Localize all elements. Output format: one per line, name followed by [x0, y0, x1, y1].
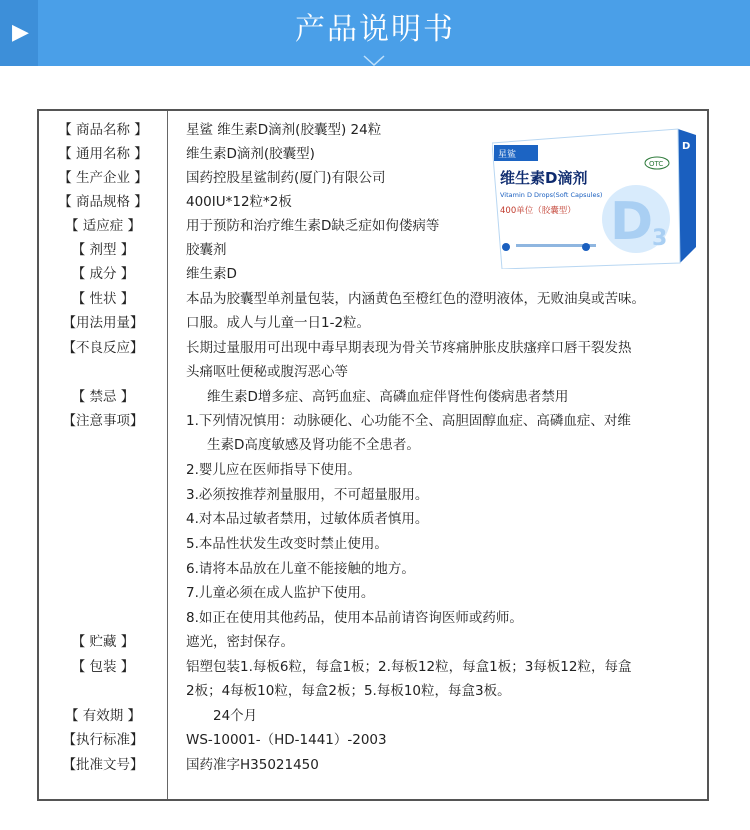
- row-label: 【 商品规格 】: [58, 194, 148, 210]
- row-value: 5.本品性状发生改变时禁止使用。: [186, 536, 388, 552]
- row-value: 2板；4每板10粒，每盒2板；5.每板10粒，每盒3板。: [186, 683, 511, 699]
- row-label: 【 生产企业 】: [58, 170, 148, 186]
- row-label: 【用法用量】: [62, 315, 144, 331]
- product-box-name: 维生素D滴剂: [500, 169, 588, 187]
- table-row: [39, 630, 707, 654]
- row-value: 6.请将本品放在儿童不能接触的地方。: [186, 561, 415, 577]
- box-corner-mark: D: [682, 141, 691, 152]
- row-value: 生素D高度敏感及肾功能不全患者。: [207, 437, 420, 453]
- table-row: [39, 728, 707, 752]
- row-value: 本品为胶囊型单剂量包装，内涵黄色至橙红色的澄明液体，无败油臭或苦味。: [186, 291, 645, 307]
- row-value: 1.下列情况慎用：动脉硬化、心功能不全、高胆固醇血症、高磷血症、对维: [186, 413, 631, 429]
- table-row: [39, 385, 707, 409]
- row-label: 【注意事项】: [62, 413, 144, 429]
- table-row: [39, 238, 489, 262]
- product-box-english: Vitamin D Drops(Soft Capsules): [500, 191, 603, 199]
- table-row: [39, 190, 489, 214]
- row-label: 【 通用名称 】: [58, 146, 148, 162]
- row-label: 【 成分 】: [71, 266, 135, 282]
- table-row: [39, 532, 707, 556]
- header-banner: [0, 0, 750, 66]
- row-label: 【 剂型 】: [71, 242, 135, 258]
- d3-subscript: 3: [652, 226, 668, 251]
- table-row: [39, 142, 489, 166]
- row-value: 胶囊剂: [186, 242, 227, 258]
- row-value: 铝塑包装1.每板6粒，每盒1板；2.每板12粒，每盒1板；3每板12粒，每盒: [186, 659, 632, 675]
- table-row: [39, 433, 707, 457]
- arrow-right-icon: ▶: [12, 20, 29, 45]
- chevron-down-icon: [363, 55, 385, 66]
- table-row: [39, 311, 707, 335]
- row-value: 国药控股星鲨制药(厦门)有限公司: [186, 170, 386, 186]
- brand-logo: 星鲨: [498, 150, 517, 160]
- table-row: [39, 262, 489, 286]
- row-value: 头痛呕吐便秘或腹泻恶心等: [186, 364, 348, 380]
- row-value: 维生素D滴剂(胶囊型): [186, 146, 315, 162]
- row-value: 国药准字H35021450: [186, 757, 319, 773]
- spec-table: [37, 109, 709, 801]
- row-label: 【 包装 】: [71, 659, 135, 675]
- table-row: [39, 336, 707, 360]
- row-label: 【 商品名称 】: [58, 122, 148, 138]
- table-row: [39, 166, 489, 190]
- table-row: [39, 483, 707, 507]
- d3-mark: D: [610, 192, 654, 252]
- row-value: 长期过量服用可出现中毒早期表现为骨关节疼痛肿胀皮肤瘙痒口唇干裂发热: [186, 340, 632, 356]
- table-row: [39, 704, 707, 728]
- row-label: 【 适应症 】: [64, 218, 142, 234]
- row-value: 用于预防和治疗维生素D缺乏症如佝偻病等: [186, 218, 440, 234]
- otc-badge: OTC: [649, 160, 664, 168]
- table-row: [39, 655, 707, 679]
- table-row: [39, 458, 707, 482]
- row-label: 【 贮藏 】: [71, 634, 135, 650]
- table-row: [39, 679, 707, 703]
- page-title: 产品说明书: [295, 12, 455, 47]
- table-row: [39, 118, 489, 142]
- table-row: [39, 409, 707, 433]
- product-box-dose: 400单位（胶囊型）: [500, 206, 576, 216]
- row-label: 【不良反应】: [62, 340, 144, 356]
- row-value: 7.儿童必须在成人监护下使用。: [186, 585, 375, 601]
- row-value: 维生素D: [186, 266, 237, 282]
- row-value: 星鲨 维生素D滴剂(胶囊型) 24粒: [186, 122, 382, 138]
- table-row: [39, 606, 707, 630]
- row-value: 遮光，密封保存。: [186, 634, 294, 650]
- table-row: [39, 507, 707, 531]
- row-label: 【 有效期 】: [64, 708, 142, 724]
- row-label: 【批准文号】: [62, 757, 144, 773]
- row-value: 2.婴儿应在医师指导下使用。: [186, 462, 361, 478]
- row-value: 4.对本品过敏者禁用，过敏体质者慎用。: [186, 511, 429, 527]
- product-box-image: [492, 121, 698, 269]
- row-label: 【执行标准】: [62, 732, 144, 748]
- table-row: [39, 581, 707, 605]
- table-row: [39, 557, 707, 581]
- row-value: 3.必须按推荐剂量服用，不可超量服用。: [186, 487, 429, 503]
- table-row: [39, 287, 707, 311]
- row-value: 24个月: [213, 708, 258, 724]
- row-label: 【 性状 】: [71, 291, 135, 307]
- row-value: 400IU*12粒*2板: [186, 194, 292, 210]
- table-row: [39, 360, 707, 384]
- row-label: 【 禁忌 】: [71, 389, 135, 405]
- table-row: [39, 753, 707, 777]
- row-value: 口服。成人与儿童一日1-2粒。: [186, 315, 371, 331]
- row-value: 8.如正在使用其他药品，使用本品前请咨询医师或药师。: [186, 610, 523, 626]
- table-row: [39, 214, 489, 238]
- row-value: WS-10001-（HD-1441）-2003: [186, 732, 387, 748]
- row-value: 维生素D增多症、高钙血症、高磷血症伴肾性佝偻病患者禁用: [207, 389, 569, 405]
